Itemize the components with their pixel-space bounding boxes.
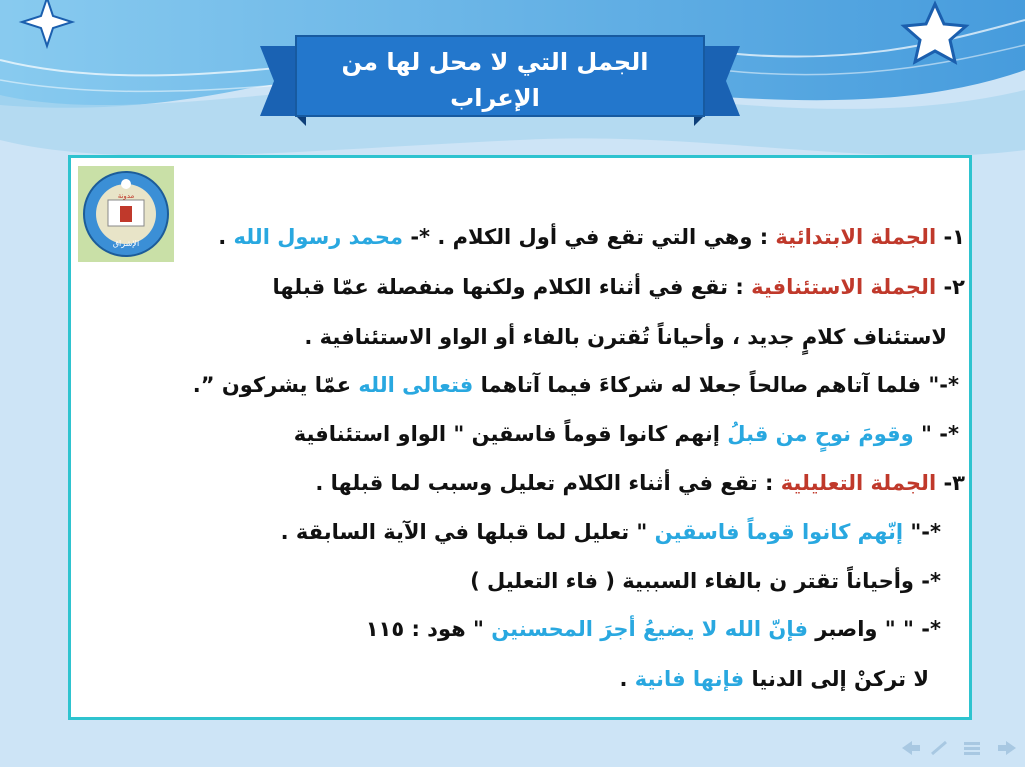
definition-text: : تقع في أثناء الكلام تعليل وسبب لما قبلها .	[315, 471, 774, 495]
example-text: إنهم كانوا قوماً فاسقين " الواو استئنافية	[293, 422, 720, 446]
example-highlight: محمد رسول الله	[233, 225, 403, 249]
logo-emblem	[78, 166, 174, 262]
line-2	[273, 272, 965, 302]
line-10	[619, 664, 929, 694]
example-highlight: فإنّ الله لا يضيعُ أجرَ المحسنين	[491, 617, 808, 641]
definition-continuation: لاستئناف كلامٍ جديد ، وأحياناً تُقترن بالفاء أو الواو الاستئنافية .	[304, 325, 947, 349]
example-highlight: وقومَ نوحٍ من قبلُ	[727, 422, 914, 446]
example-text: *- " " واصبر	[815, 617, 941, 641]
item-number: ٢-	[943, 275, 965, 299]
pen-icon[interactable]	[932, 742, 946, 754]
line-9	[366, 614, 941, 644]
slideshow-controls	[898, 738, 1022, 758]
svg-text:مدونة: مدونة	[117, 192, 135, 200]
menu-icon[interactable]	[964, 742, 980, 755]
line-6	[315, 468, 965, 498]
slide-title	[300, 44, 690, 116]
item-number: ٣-	[943, 471, 965, 495]
example-highlight: فإنها فانية	[634, 667, 745, 691]
example-highlight: إنّهم كانوا قوماً فاسقين	[654, 520, 904, 544]
svg-text:الإشراق: الإشراق	[112, 239, 140, 248]
example-highlight: فتعالى الله	[358, 373, 474, 397]
title-line-2: الإعراب	[450, 84, 540, 112]
title-line-1: الجمل التي لا محل لها من	[341, 48, 649, 76]
line-8	[470, 566, 941, 596]
example-text: *- وأحياناً تقتر ن بالفاء السببية ( فاء التعليل )	[470, 569, 941, 593]
example-text: لا تركنْ إلى الدنيا	[751, 667, 929, 691]
example-marker: *-	[410, 225, 431, 249]
item-number: ١-	[943, 225, 965, 249]
definition-text: : تقع في أثناء الكلام ولكنها منفصلة عمّا قبلها	[272, 275, 744, 299]
line-7	[281, 517, 941, 547]
term-istinafiya: الجملة الاستئنافية	[751, 275, 937, 299]
forward-arrow-icon[interactable]	[998, 741, 1016, 755]
line-1	[218, 222, 965, 252]
line-5	[294, 419, 959, 449]
term-taliliya: الجملة التعليلية	[780, 471, 937, 495]
blog-logo	[78, 166, 174, 262]
line-4	[193, 370, 959, 400]
line-3	[304, 322, 947, 352]
example-text: عمّا يشركون ”.	[192, 373, 352, 397]
verse-reference: " هود : ١١٥	[365, 617, 484, 641]
end-mark: .	[619, 667, 628, 691]
definition-text: : وهي التي تقع في أول الكلام .	[437, 225, 769, 249]
example-text: " تعليل لما قبلها في الآية السابقة .	[280, 520, 648, 544]
example-marker: *-"	[910, 520, 941, 544]
end-mark: .	[218, 225, 227, 249]
example-text: *-" فلما آتاهم صالحاً جعلا له شركاءَ فيما آتاهما	[480, 373, 959, 397]
example-marker: *- "	[921, 422, 959, 446]
term-ibtidaiya: الجملة الابتدائية	[775, 225, 937, 249]
back-arrow-icon[interactable]	[902, 741, 920, 755]
